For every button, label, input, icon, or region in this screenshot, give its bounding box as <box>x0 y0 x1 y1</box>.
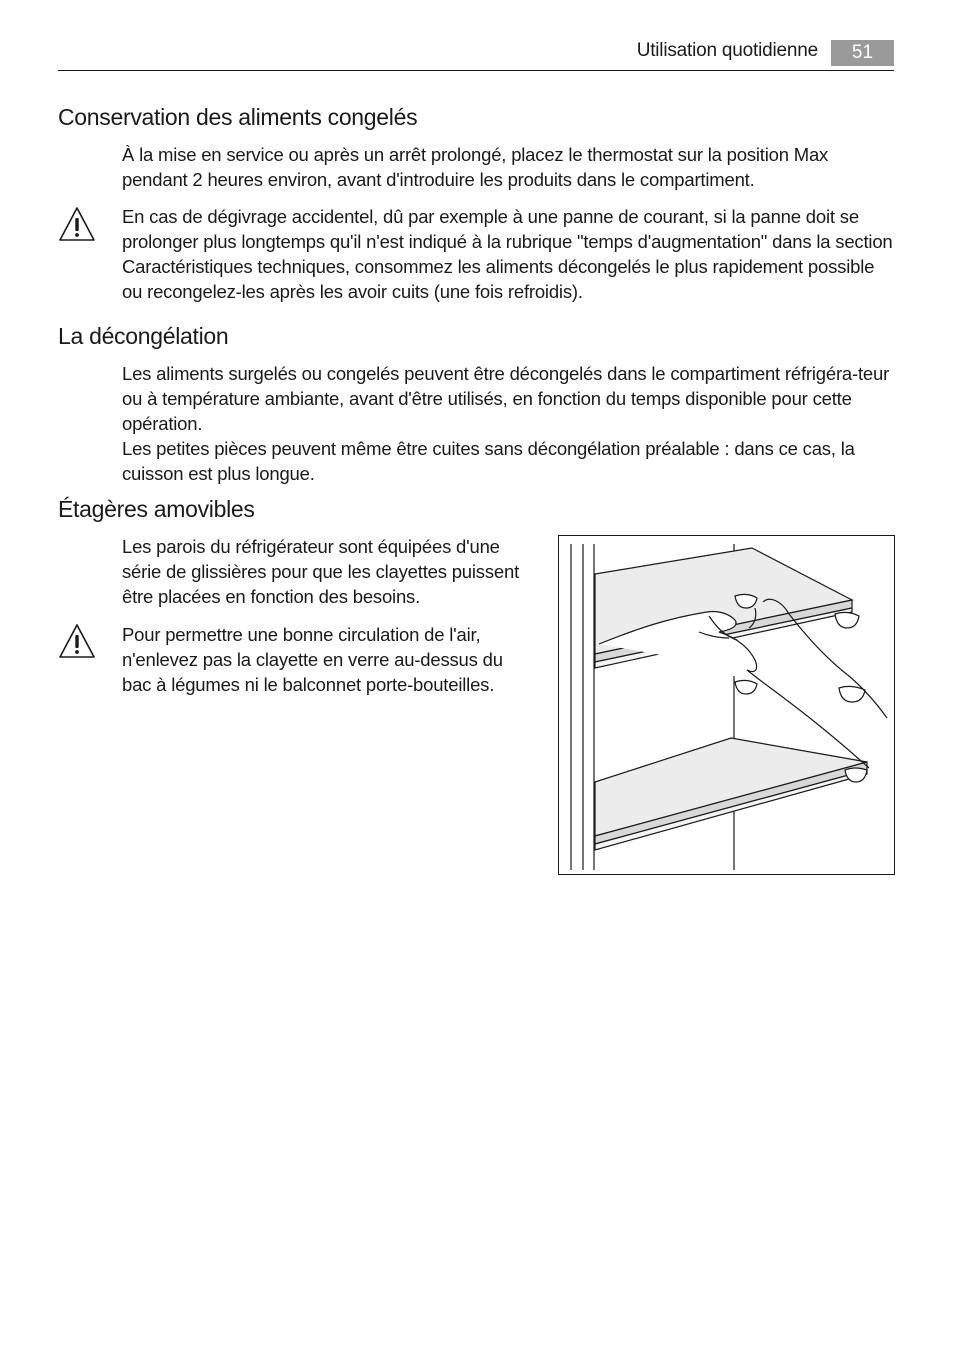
paragraph-cooking-without-defrost: Les petites pièces peuvent même être cuites sans décongélation préalable : dans ce cas, la cuisson est plus longue. <box>122 438 855 484</box>
paragraph-thermostat-max: À la mise en service ou après un arrêt prolongé, placez le thermostat sur la position Max pendant 2 heures environ, avant d'introduire les produits dans le compartiment. <box>122 144 829 190</box>
paragraph-shelf-guides: Les parois du réfrigérateur sont équipées d'une série de glissières pour que les clayettes puissent être placées en fonction des besoins. <box>122 536 520 607</box>
header-section-title: Utilisation quotidienne <box>636 40 818 61</box>
heading-defrosting: La décongélation <box>58 323 229 349</box>
page-number: 51 <box>831 40 894 66</box>
warning-triangle-icon <box>58 206 96 242</box>
heading-removable-shelves: Étagères amovibles <box>58 496 255 522</box>
warning-triangle-icon <box>58 623 96 659</box>
heading-frozen-food-storage: Conservation des aliments congelés <box>58 104 418 130</box>
shelf-removal-illustration <box>558 535 895 875</box>
shelf-drawing <box>559 536 894 874</box>
paragraph-defrosting-methods: Les aliments surgelés ou congelés peuvent être décongelés dans le compartiment réfrigéra-teur ou à température ambiante, avant d'être utilisés, en fonction du temps disponible pour cette opération. <box>122 363 890 434</box>
header-divider <box>58 70 894 71</box>
warning-glass-shelf: Pour permettre une bonne circulation de l'air, n'enlevez pas la clayette en verre au-dessus du bac à légumes ni le balconnet porte-bouteilles. <box>122 624 503 695</box>
warning-accidental-defrost: En cas de dégivrage accidentel, dû par exemple à une panne de courant, si la panne doit se prolonger plus longtemps qu'il n'est indiqué à la rubrique "temps d'augmentation" dans la section Caractéristiques techniques, consommez les aliments décongelés le plus rapidement possible ou recongelez-les après les avoir cuits (une fois refroidis). <box>122 206 893 302</box>
